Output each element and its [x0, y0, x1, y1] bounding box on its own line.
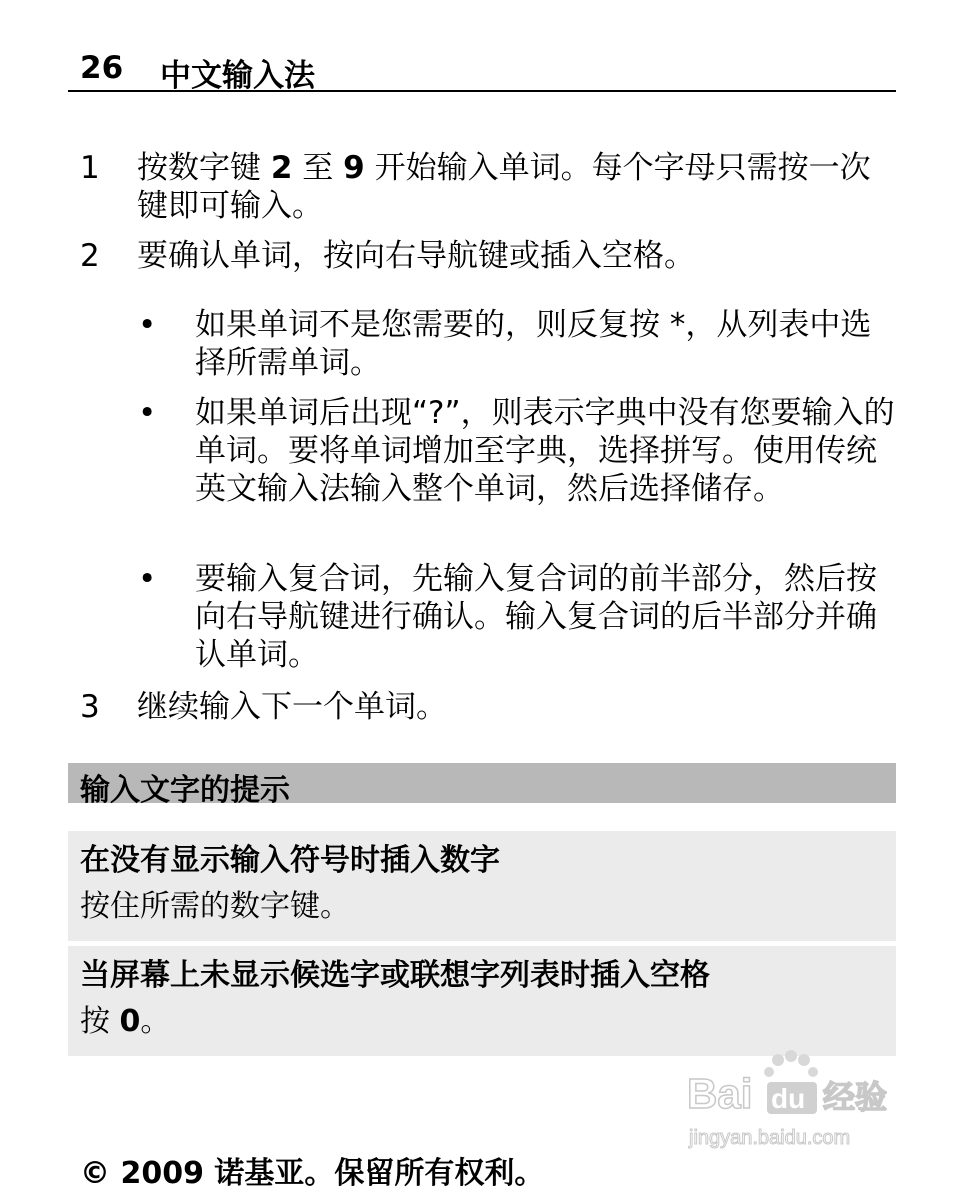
tip-body: 按住所需的数字键。 — [80, 889, 350, 924]
step-number: 3 — [80, 689, 100, 725]
tip-heading: 当屏幕上未显示候选字或联想字列表时插入空格 — [80, 958, 710, 993]
copyright-footer: © 2009 诺基亚。保留所有权利。 — [80, 1156, 545, 1191]
step-text: 按数字键 2 至 9 开始输入单词。每个字母只需按一次键即可输入。 — [137, 150, 871, 224]
watermark-label: 经验 — [823, 1078, 888, 1116]
bullet-dot: • — [138, 561, 157, 597]
bullet-text: 要输入复合词，先输入复合词的前半部分，然后按向右导航键进行确认。输入复合词的后半部分并确认单词。 — [195, 561, 877, 673]
tips-title: 输入文字的提示 — [80, 773, 290, 808]
baidu-jingyan-watermark — [685, 1048, 907, 1158]
step-number: 1 — [80, 150, 100, 186]
tip-body: 按 0。 — [80, 1004, 171, 1039]
tip-heading: 在没有显示输入符号时插入数字 — [80, 843, 500, 878]
bullet-text: 如果单词不是您需要的，则反复按 *，从列表中选择所需单词。 — [195, 307, 872, 381]
tips-section-header — [68, 763, 896, 808]
bullet-dot: • — [138, 395, 157, 431]
bullet-text: 如果单词后出现“?”，则表示字典中没有您要输入的单词。要将单词增加至字典，选择拼写。使用传统英文输入法输入整个单词，然后选择储存。 — [195, 395, 895, 507]
section-title: 中文输入法 — [160, 58, 315, 94]
watermark-url: jingyan.baidu.com — [689, 1127, 851, 1149]
step-text: 继续输入下一个单词。 — [137, 689, 447, 725]
tip-box — [68, 946, 896, 1056]
bullet-dot: • — [138, 307, 157, 343]
tip-box — [68, 831, 896, 941]
step-number: 2 — [80, 238, 100, 274]
step-text: 要确认单词，按向右导航键或插入空格。 — [137, 238, 695, 274]
page-header — [68, 46, 896, 92]
watermark-brand-2: du — [771, 1083, 806, 1114]
watermark-brand: Bai — [687, 1070, 753, 1117]
page-number: 26 — [80, 50, 124, 86]
